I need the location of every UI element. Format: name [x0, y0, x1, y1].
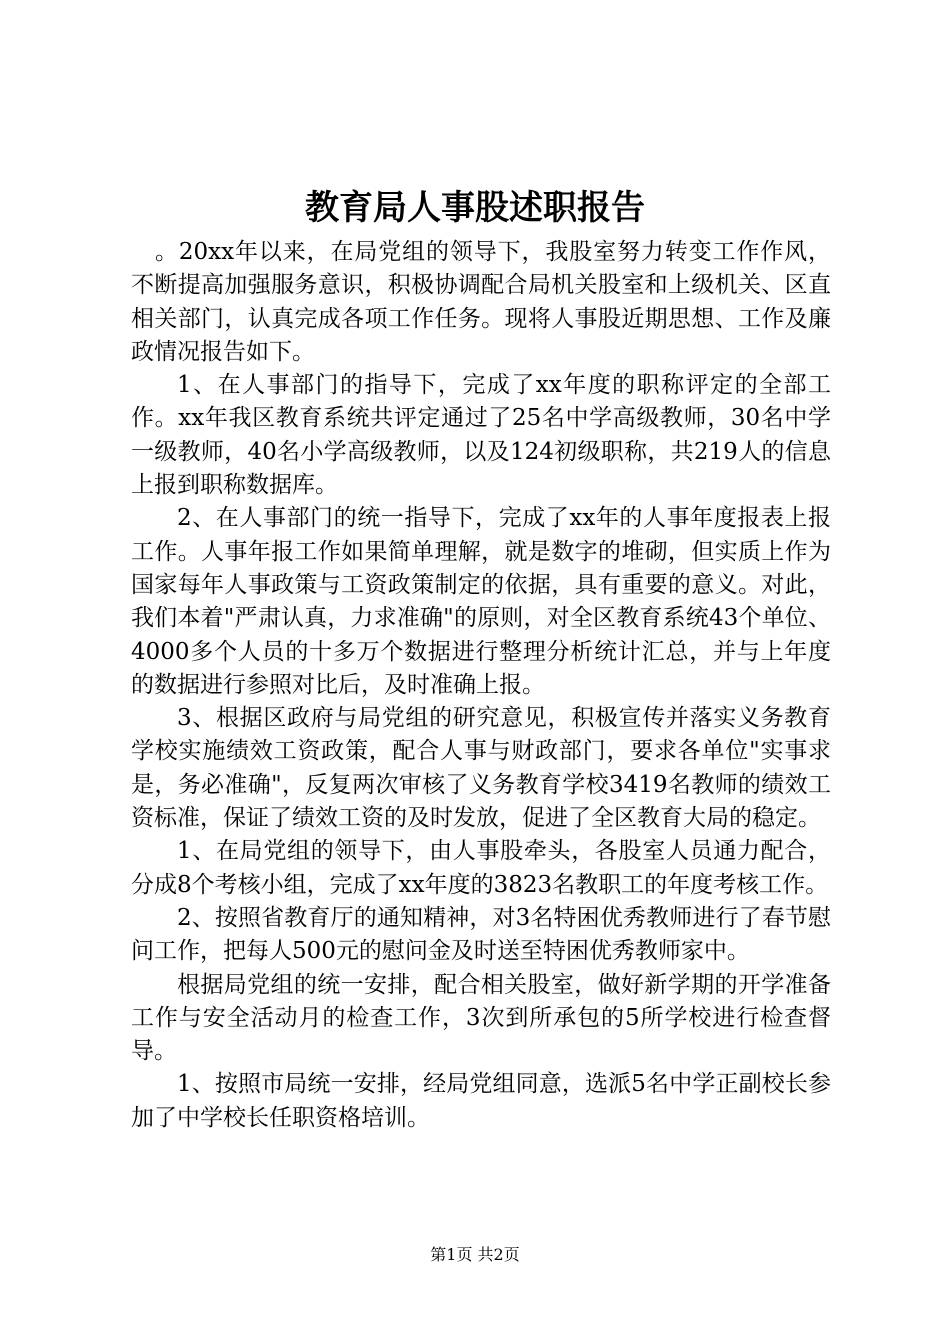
document-title: 教育局人事股述职报告 [305, 188, 645, 228]
document-body [131, 236, 831, 1135]
paragraph-intro: 。20xx年以来，在局党组的领导下，我股室努力转变工作作风，不断提高加强服务意识，积极协调配合局机关股室和上级机关、区直相关部门，认真完成各项工作任务。现将人事股近期思想、工作及廉政情况报告如下。 [131, 239, 831, 365]
paragraph-teacher-visits: 2、按照省教育厅的通知精神，对3名特困优秀教师进行了春节慰问工作，把每人500元的慰问金及时送至特困优秀教师家中。 [131, 904, 831, 965]
paragraph-annual-assessment: 1、在局党组的领导下，由人事股牵头，各股室人员通力配合，分成8个考核小组，完成了xx年度的3823名教职工的年度考核工作。 [131, 838, 831, 898]
paragraph-annual-report: 2、在人事部门的统一指导下，完成了xx年的人事年度报表上报工作。人事年报工作如果简单理解，就是数字的堆砌，但实质上作为国家每年人事政策与工资政策制定的依据，具有重要的意义。对此，我们本着"严肃认真，力求准确"的原则，对全区教育系统43个单位、4000多个人员的十多万个数据进行整理分析统计汇总，并与上年度的数据进行参照对比后，及时准确上报。 [131, 505, 831, 698]
paragraph-school-inspection: 根据局党组的统一安排，配合相关股室，做好新学期的开学准备工作与安全活动月的检查工作，3次到所承包的5所学校进行检查督导。 [131, 971, 831, 1065]
paragraph-performance-pay: 3、根据区政府与局党组的研究意见，积极宣传并落实义务教育学校实施绩效工资政策，配合人事与财政部门，要求各单位"实事求是，务必准确"，反复两次审核了义务教育学校3419名教师的绩效工资标准，保证了绩效工资的及时发放，促进了全区教育大局的稳定。 [131, 705, 831, 832]
page-footer: 第1页 共2页 [430, 1245, 520, 1264]
paragraph-principal-training: 1、按照市局统一安排，经局党组同意，选派5名中学正副校长参加了中学校长任职资格培训。 [131, 1071, 831, 1131]
paragraph-title-evaluation: 1、在人事部门的指导下，完成了xx年度的职称评定的全部工作。xx年我区教育系统共评定通过了25名中学高级教师，30名中学一级教师，40名小学高级教师，以及124初级职称，共219人的信息上报到职称数据库。 [131, 372, 831, 499]
